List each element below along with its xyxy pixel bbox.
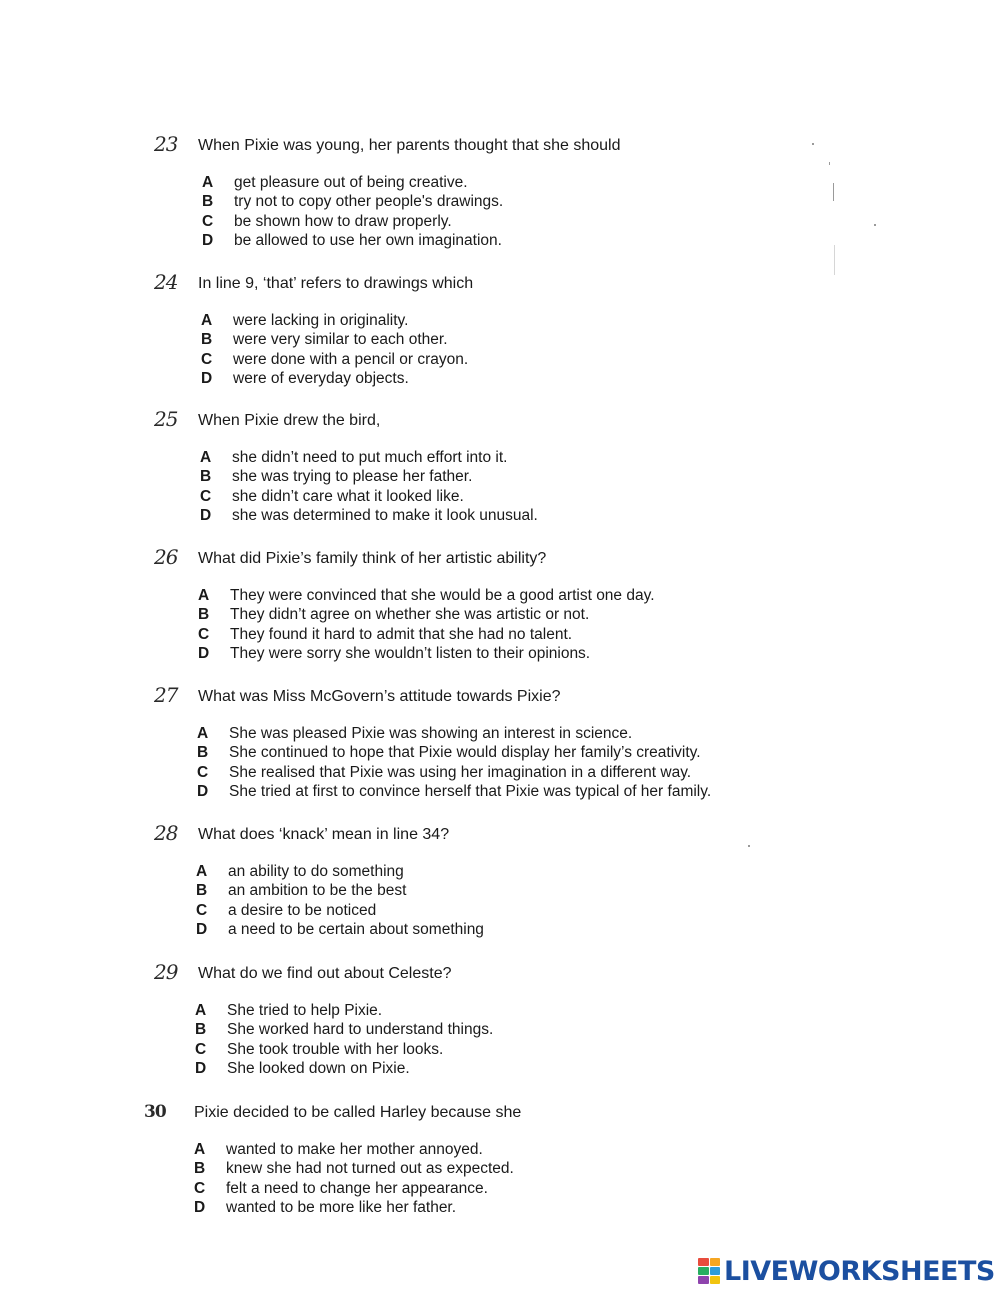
option-d xyxy=(198,644,655,663)
option-text: knew she had not turned out as expected. xyxy=(226,1160,514,1178)
option-text: she didn’t need to put much effort into it. xyxy=(232,449,508,466)
option-c xyxy=(200,487,538,506)
option-c xyxy=(195,1040,493,1059)
option-letter: B xyxy=(197,744,209,762)
liveworksheets-logo-icon xyxy=(698,1258,720,1284)
logo-tile xyxy=(698,1276,709,1284)
option-letter: B xyxy=(201,331,213,349)
option-letter: D xyxy=(202,231,214,249)
option-d xyxy=(195,1059,493,1078)
question-stem: What do we find out about Celeste? xyxy=(198,965,452,982)
option-text: were done with a pencil or crayon. xyxy=(233,350,469,368)
question-number: 29 xyxy=(154,960,178,984)
option-letter: B xyxy=(196,882,208,900)
question-stem: What does ‘knack’ mean in line 34? xyxy=(198,826,450,843)
scan-speck xyxy=(812,143,814,145)
option-text: a desire to be noticed xyxy=(228,901,377,919)
option-a xyxy=(198,586,655,605)
logo-tile xyxy=(710,1258,721,1266)
option-letter: D xyxy=(196,920,208,938)
option-letter: C xyxy=(195,1040,207,1058)
options-list xyxy=(198,586,655,663)
option-text: She looked down on Pixie. xyxy=(227,1059,410,1077)
option-letter: A xyxy=(201,312,213,329)
scan-speck xyxy=(874,224,876,226)
option-text: wanted to make her mother annoyed. xyxy=(226,1141,483,1158)
option-text: she was determined to make it look unusual. xyxy=(232,506,538,524)
brand-name: LIVEWORKSHEETS xyxy=(724,1255,995,1287)
option-b xyxy=(197,743,711,762)
option-letter: B xyxy=(195,1021,207,1039)
option-letter: B xyxy=(200,468,212,486)
option-text: get pleasure out of being creative. xyxy=(234,174,468,191)
option-letter: C xyxy=(194,1179,206,1197)
options-list xyxy=(196,862,484,939)
question-number: 23 xyxy=(154,132,178,156)
option-a xyxy=(202,173,503,192)
option-letter: C xyxy=(196,901,208,919)
question-stem: When Pixie was young, her parents thought that she should xyxy=(198,137,621,154)
option-text: an ambition to be the best xyxy=(228,882,407,900)
option-text: She tried to help Pixie. xyxy=(227,1002,383,1019)
option-letter: A xyxy=(194,1141,206,1158)
question-number: 25 xyxy=(154,407,178,431)
option-text: be shown how to draw properly. xyxy=(234,212,452,230)
option-letter: C xyxy=(201,350,213,368)
option-text: She took trouble with her looks. xyxy=(227,1040,444,1058)
question-number: 27 xyxy=(154,683,178,707)
option-letter: D xyxy=(198,644,210,662)
logo-tile xyxy=(698,1258,709,1266)
question-stem: When Pixie drew the bird, xyxy=(198,412,381,429)
option-a xyxy=(195,1001,493,1020)
option-letter: A xyxy=(196,863,208,880)
option-letter: A xyxy=(198,587,210,604)
option-b xyxy=(201,330,468,349)
option-d xyxy=(202,231,503,250)
option-text: were very similar to each other. xyxy=(233,331,448,349)
option-letter: B xyxy=(198,606,210,624)
option-a xyxy=(200,448,538,467)
option-text: were of everyday objects. xyxy=(233,369,409,387)
option-c xyxy=(197,763,711,782)
option-c xyxy=(198,625,655,644)
option-letter: D xyxy=(200,506,212,524)
option-letter: A xyxy=(200,449,212,466)
options-list xyxy=(200,448,538,525)
option-b xyxy=(198,605,655,624)
question-stem: What was Miss McGovern’s attitude towards Pixie? xyxy=(198,688,561,705)
option-text: They found it hard to admit that she had no talent. xyxy=(230,625,573,643)
option-text: They didn’t agree on whether she was artistic or not. xyxy=(230,606,590,624)
option-text: She tried at first to convince herself that Pixie was typical of her family. xyxy=(229,782,712,800)
option-d xyxy=(194,1198,514,1217)
option-c xyxy=(201,350,468,369)
scan-speck xyxy=(833,183,834,201)
option-text: wanted to be more like her father. xyxy=(226,1198,457,1216)
option-d xyxy=(200,506,538,525)
question-number: 30 xyxy=(144,1102,166,1122)
option-text: she was trying to please her father. xyxy=(232,468,473,486)
scan-speck xyxy=(748,845,750,847)
option-letter: B xyxy=(202,193,214,211)
option-text: felt a need to change her appearance. xyxy=(226,1179,488,1197)
option-letter: D xyxy=(195,1059,207,1077)
option-text: were lacking in originality. xyxy=(233,312,409,329)
option-text: a need to be certain about something xyxy=(228,920,484,938)
options-list xyxy=(194,1140,514,1217)
option-d xyxy=(196,920,484,939)
option-text: She continued to hope that Pixie would display her family’s creativity. xyxy=(229,744,701,762)
option-text: she didn’t care what it looked like. xyxy=(232,487,464,505)
option-letter: D xyxy=(197,782,209,800)
option-text: be allowed to use her own imagination. xyxy=(234,231,502,249)
option-letter: A xyxy=(202,174,214,191)
option-a xyxy=(194,1140,514,1159)
option-a xyxy=(201,311,468,330)
question-number: 28 xyxy=(154,821,178,845)
options-list xyxy=(195,1001,493,1078)
option-letter: D xyxy=(194,1198,206,1216)
question-stem: What did Pixie’s family think of her artistic ability? xyxy=(198,550,547,567)
option-text: She realised that Pixie was using her imagination in a different way. xyxy=(229,763,692,781)
option-a xyxy=(196,862,484,881)
option-text: They were sorry she wouldn’t listen to their opinions. xyxy=(230,644,591,662)
logo-tile xyxy=(710,1267,721,1275)
question-stem: Pixie decided to be called Harley because she xyxy=(194,1104,522,1121)
option-b xyxy=(194,1159,514,1178)
option-d xyxy=(197,782,711,801)
option-letter: C xyxy=(202,212,214,230)
option-d xyxy=(201,369,468,388)
option-c xyxy=(202,212,503,231)
options-list xyxy=(202,173,503,250)
question-number: 24 xyxy=(154,270,178,294)
options-list xyxy=(201,311,468,388)
scan-speck xyxy=(834,245,835,275)
option-b xyxy=(202,192,503,211)
option-c xyxy=(194,1179,514,1198)
question-stem: In line 9, ‘that’ refers to drawings which xyxy=(198,275,474,292)
option-b xyxy=(196,881,484,900)
option-text: an ability to do something xyxy=(228,863,404,880)
option-b xyxy=(195,1020,493,1039)
option-a xyxy=(197,724,711,743)
question-number: 26 xyxy=(154,545,178,569)
option-letter: A xyxy=(197,725,209,742)
option-letter: D xyxy=(201,369,213,387)
option-letter: C xyxy=(197,763,209,781)
option-c xyxy=(196,901,484,920)
scan-speck xyxy=(829,162,830,165)
option-text: She worked hard to understand things. xyxy=(227,1021,494,1039)
option-letter: C xyxy=(198,625,210,643)
option-letter: B xyxy=(194,1160,206,1178)
options-list xyxy=(197,724,711,801)
option-text: try not to copy other people's drawings. xyxy=(234,193,504,211)
option-text: She was pleased Pixie was showing an interest in science. xyxy=(229,725,633,742)
option-text: They were convinced that she would be a good artist one day. xyxy=(230,587,655,604)
option-b xyxy=(200,467,538,486)
option-letter: A xyxy=(195,1002,207,1019)
option-letter: C xyxy=(200,487,212,505)
logo-tile xyxy=(710,1276,721,1284)
logo-tile xyxy=(698,1267,709,1275)
liveworksheets-brand xyxy=(698,1255,995,1287)
